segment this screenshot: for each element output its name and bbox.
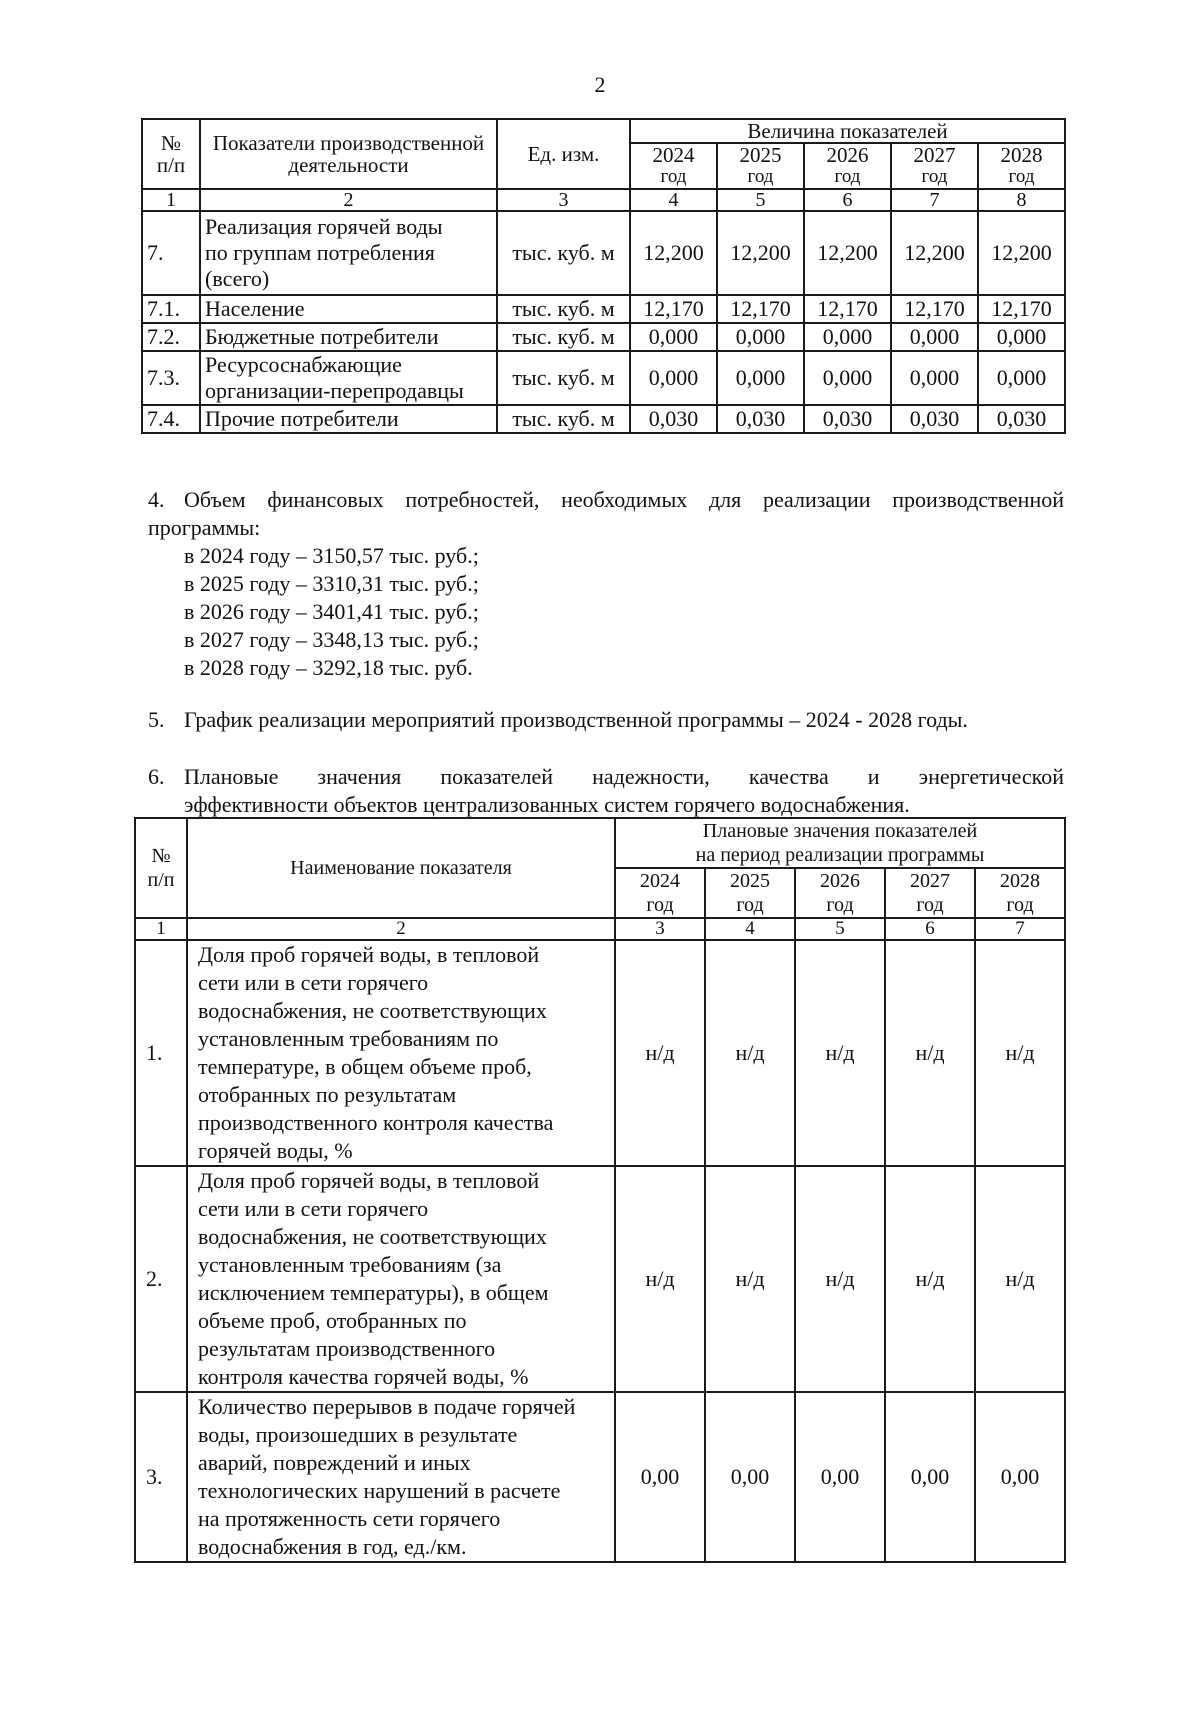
- column-number: 6: [885, 918, 975, 940]
- header-values-group: Величина показателей: [630, 119, 1065, 143]
- row-number: 7.2.: [142, 323, 200, 351]
- value-cell: 0,000: [630, 323, 717, 351]
- value-cell: 0,000: [804, 323, 891, 351]
- column-number: 3: [497, 189, 630, 211]
- row-number: 1.: [135, 940, 187, 1166]
- value-cell: 0,000: [978, 323, 1065, 351]
- unit-cell: тыс. куб. м: [497, 211, 630, 295]
- header-year-2027: 2027 год: [885, 868, 975, 918]
- column-number: 2: [187, 918, 615, 940]
- column-number: 7: [891, 189, 978, 211]
- section-4-text: Объем финансовых потребностей, необходимых для реализации производственной программы:: [148, 487, 1064, 540]
- value-cell: н/д: [615, 940, 705, 1166]
- financial-need-item: в 2025 году – 3310,31 тыс. руб.;: [184, 571, 479, 596]
- value-cell: н/д: [705, 940, 795, 1166]
- table-row: [135, 1166, 1065, 1392]
- header-name: Наименование показателя: [187, 818, 615, 918]
- value-cell: 0,030: [891, 405, 978, 433]
- column-number: 5: [795, 918, 885, 940]
- section-6-number: 6.: [148, 764, 165, 789]
- page-number: 2: [594, 72, 606, 97]
- planned-indicators-table: [134, 817, 1066, 1563]
- header-year-2025: 2025 год: [717, 143, 804, 189]
- column-number: 3: [615, 918, 705, 940]
- section-6-line2: эффективности объектов централизованных систем горячего водоснабжения.: [184, 792, 910, 817]
- value-cell: 12,170: [891, 295, 978, 323]
- table-row: [142, 295, 1065, 323]
- value-cell: 0,000: [717, 351, 804, 405]
- unit-cell: тыс. куб. м: [497, 295, 630, 323]
- value-cell: н/д: [885, 940, 975, 1166]
- value-cell: 0,00: [885, 1392, 975, 1562]
- value-cell: 0,00: [975, 1392, 1065, 1562]
- value-cell: 12,200: [630, 211, 717, 295]
- value-cell: н/д: [795, 940, 885, 1166]
- unit-cell: тыс. куб. м: [497, 351, 630, 405]
- table-row: [142, 323, 1065, 351]
- header-year-2028: 2028 год: [978, 143, 1065, 189]
- value-cell: 0,000: [804, 351, 891, 405]
- value-cell: 0,00: [705, 1392, 795, 1562]
- value-cell: 0,000: [630, 351, 717, 405]
- section-5-text: График реализации мероприятий производственной программы – 2024 - 2028 годы.: [184, 707, 968, 732]
- header-planned-group: Плановые значения показателей на период реализации программы: [615, 818, 1065, 868]
- financial-needs-list: [184, 542, 1064, 682]
- section-6-line1: Плановые значения показателей надежности, качества и энергетической: [184, 764, 1064, 789]
- row-number: 7.3.: [142, 351, 200, 405]
- column-number: 2: [200, 189, 497, 211]
- section-schedule: [148, 706, 1088, 734]
- value-cell: 0,030: [978, 405, 1065, 433]
- header-year-2026: 2026 год: [795, 868, 885, 918]
- value-cell: н/д: [795, 1166, 885, 1392]
- column-number: 1: [135, 918, 187, 940]
- indicator-name: Население: [200, 295, 497, 323]
- value-cell: 0,030: [630, 405, 717, 433]
- header-num: № п/п: [142, 119, 200, 189]
- value-cell: н/д: [885, 1166, 975, 1392]
- value-cell: 12,170: [804, 295, 891, 323]
- header-year-2028: 2028 год: [975, 868, 1065, 918]
- unit-cell: тыс. куб. м: [497, 405, 630, 433]
- value-cell: н/д: [975, 1166, 1065, 1392]
- indicator-name: Бюджетные потребители: [200, 323, 497, 351]
- value-cell: 12,170: [978, 295, 1065, 323]
- value-cell: 0,030: [717, 405, 804, 433]
- value-cell: 0,000: [891, 351, 978, 405]
- table-row: [142, 405, 1065, 433]
- header-year-2027: 2027 год: [891, 143, 978, 189]
- header-num: № п/п: [135, 818, 187, 918]
- column-number: 4: [630, 189, 717, 211]
- value-cell: 12,170: [717, 295, 804, 323]
- table-row: [142, 351, 1065, 405]
- value-cell: 12,200: [891, 211, 978, 295]
- column-number: 4: [705, 918, 795, 940]
- row-number: 7.: [142, 211, 200, 295]
- indicator-name: Количество перерывов в подаче горячей воды, произошедших в результате аварий, повреждений и иных технологических нарушений в расчете на протяженность сети горячего водоснабжения в год, ед./км.: [187, 1392, 615, 1562]
- value-cell: 0,000: [717, 323, 804, 351]
- column-number: 7: [975, 918, 1065, 940]
- row-number: 7.4.: [142, 405, 200, 433]
- value-cell: 0,030: [804, 405, 891, 433]
- section-5-number: 5.: [148, 707, 165, 732]
- financial-need-item: в 2027 году – 3348,13 тыс. руб.;: [184, 627, 479, 652]
- table-row: [135, 940, 1065, 1166]
- value-cell: 12,170: [630, 295, 717, 323]
- header-year-2024: 2024 год: [615, 868, 705, 918]
- financial-need-item: в 2028 году – 3292,18 тыс. руб.: [184, 655, 473, 680]
- row-number: 2.: [135, 1166, 187, 1392]
- value-cell: 0,000: [891, 323, 978, 351]
- value-cell: 12,200: [717, 211, 804, 295]
- column-number: 5: [717, 189, 804, 211]
- unit-cell: тыс. куб. м: [497, 323, 630, 351]
- value-cell: 0,00: [615, 1392, 705, 1562]
- value-cell: 12,200: [978, 211, 1065, 295]
- indicator-name: Ресурсоснабжающие организации-перепродавцы: [200, 351, 497, 405]
- value-cell: н/д: [975, 940, 1065, 1166]
- financial-need-item: в 2026 году – 3401,41 тыс. руб.;: [184, 599, 479, 624]
- value-cell: н/д: [705, 1166, 795, 1392]
- header-year-2025: 2025 год: [705, 868, 795, 918]
- column-number: 1: [142, 189, 200, 211]
- header-unit: Ед. изм.: [497, 119, 630, 189]
- production-indicators-table: [141, 118, 1066, 434]
- indicator-name: Реализация горячей воды по группам потребления (всего): [200, 211, 497, 295]
- value-cell: н/д: [615, 1166, 705, 1392]
- indicator-name: Прочие потребители: [200, 405, 497, 433]
- table-row: [142, 211, 1065, 295]
- indicator-name: Доля проб горячей воды, в тепловой сети или в сети горячего водоснабжения, не соответствующих установленным требованиям (за исключением температуры), в общем объеме проб, отобранных по результатам производственного контроля качества горячей воды, %: [187, 1166, 615, 1392]
- value-cell: 12,200: [804, 211, 891, 295]
- row-number: 7.1.: [142, 295, 200, 323]
- column-number: 8: [978, 189, 1065, 211]
- header-year-2026: 2026 год: [804, 143, 891, 189]
- section-4-number: 4.: [148, 487, 165, 512]
- header-year-2024: 2024 год: [630, 143, 717, 189]
- table-row: [135, 1392, 1065, 1562]
- column-number: 6: [804, 189, 891, 211]
- section-planned-values: [148, 763, 1064, 819]
- value-cell: 0,000: [978, 351, 1065, 405]
- header-indicator: Показатели производственной деятельности: [200, 119, 497, 189]
- row-number: 3.: [135, 1392, 187, 1562]
- value-cell: 0,00: [795, 1392, 885, 1562]
- indicator-name: Доля проб горячей воды, в тепловой сети или в сети горячего водоснабжения, не соответствующих установленным требованиям по температуре, в общем объеме проб, отобранных по результатам производственного контроля качества горячей воды, %: [187, 940, 615, 1166]
- financial-need-item: в 2024 году – 3150,57 тыс. руб.;: [184, 543, 479, 568]
- section-financial-needs: [148, 486, 1064, 682]
